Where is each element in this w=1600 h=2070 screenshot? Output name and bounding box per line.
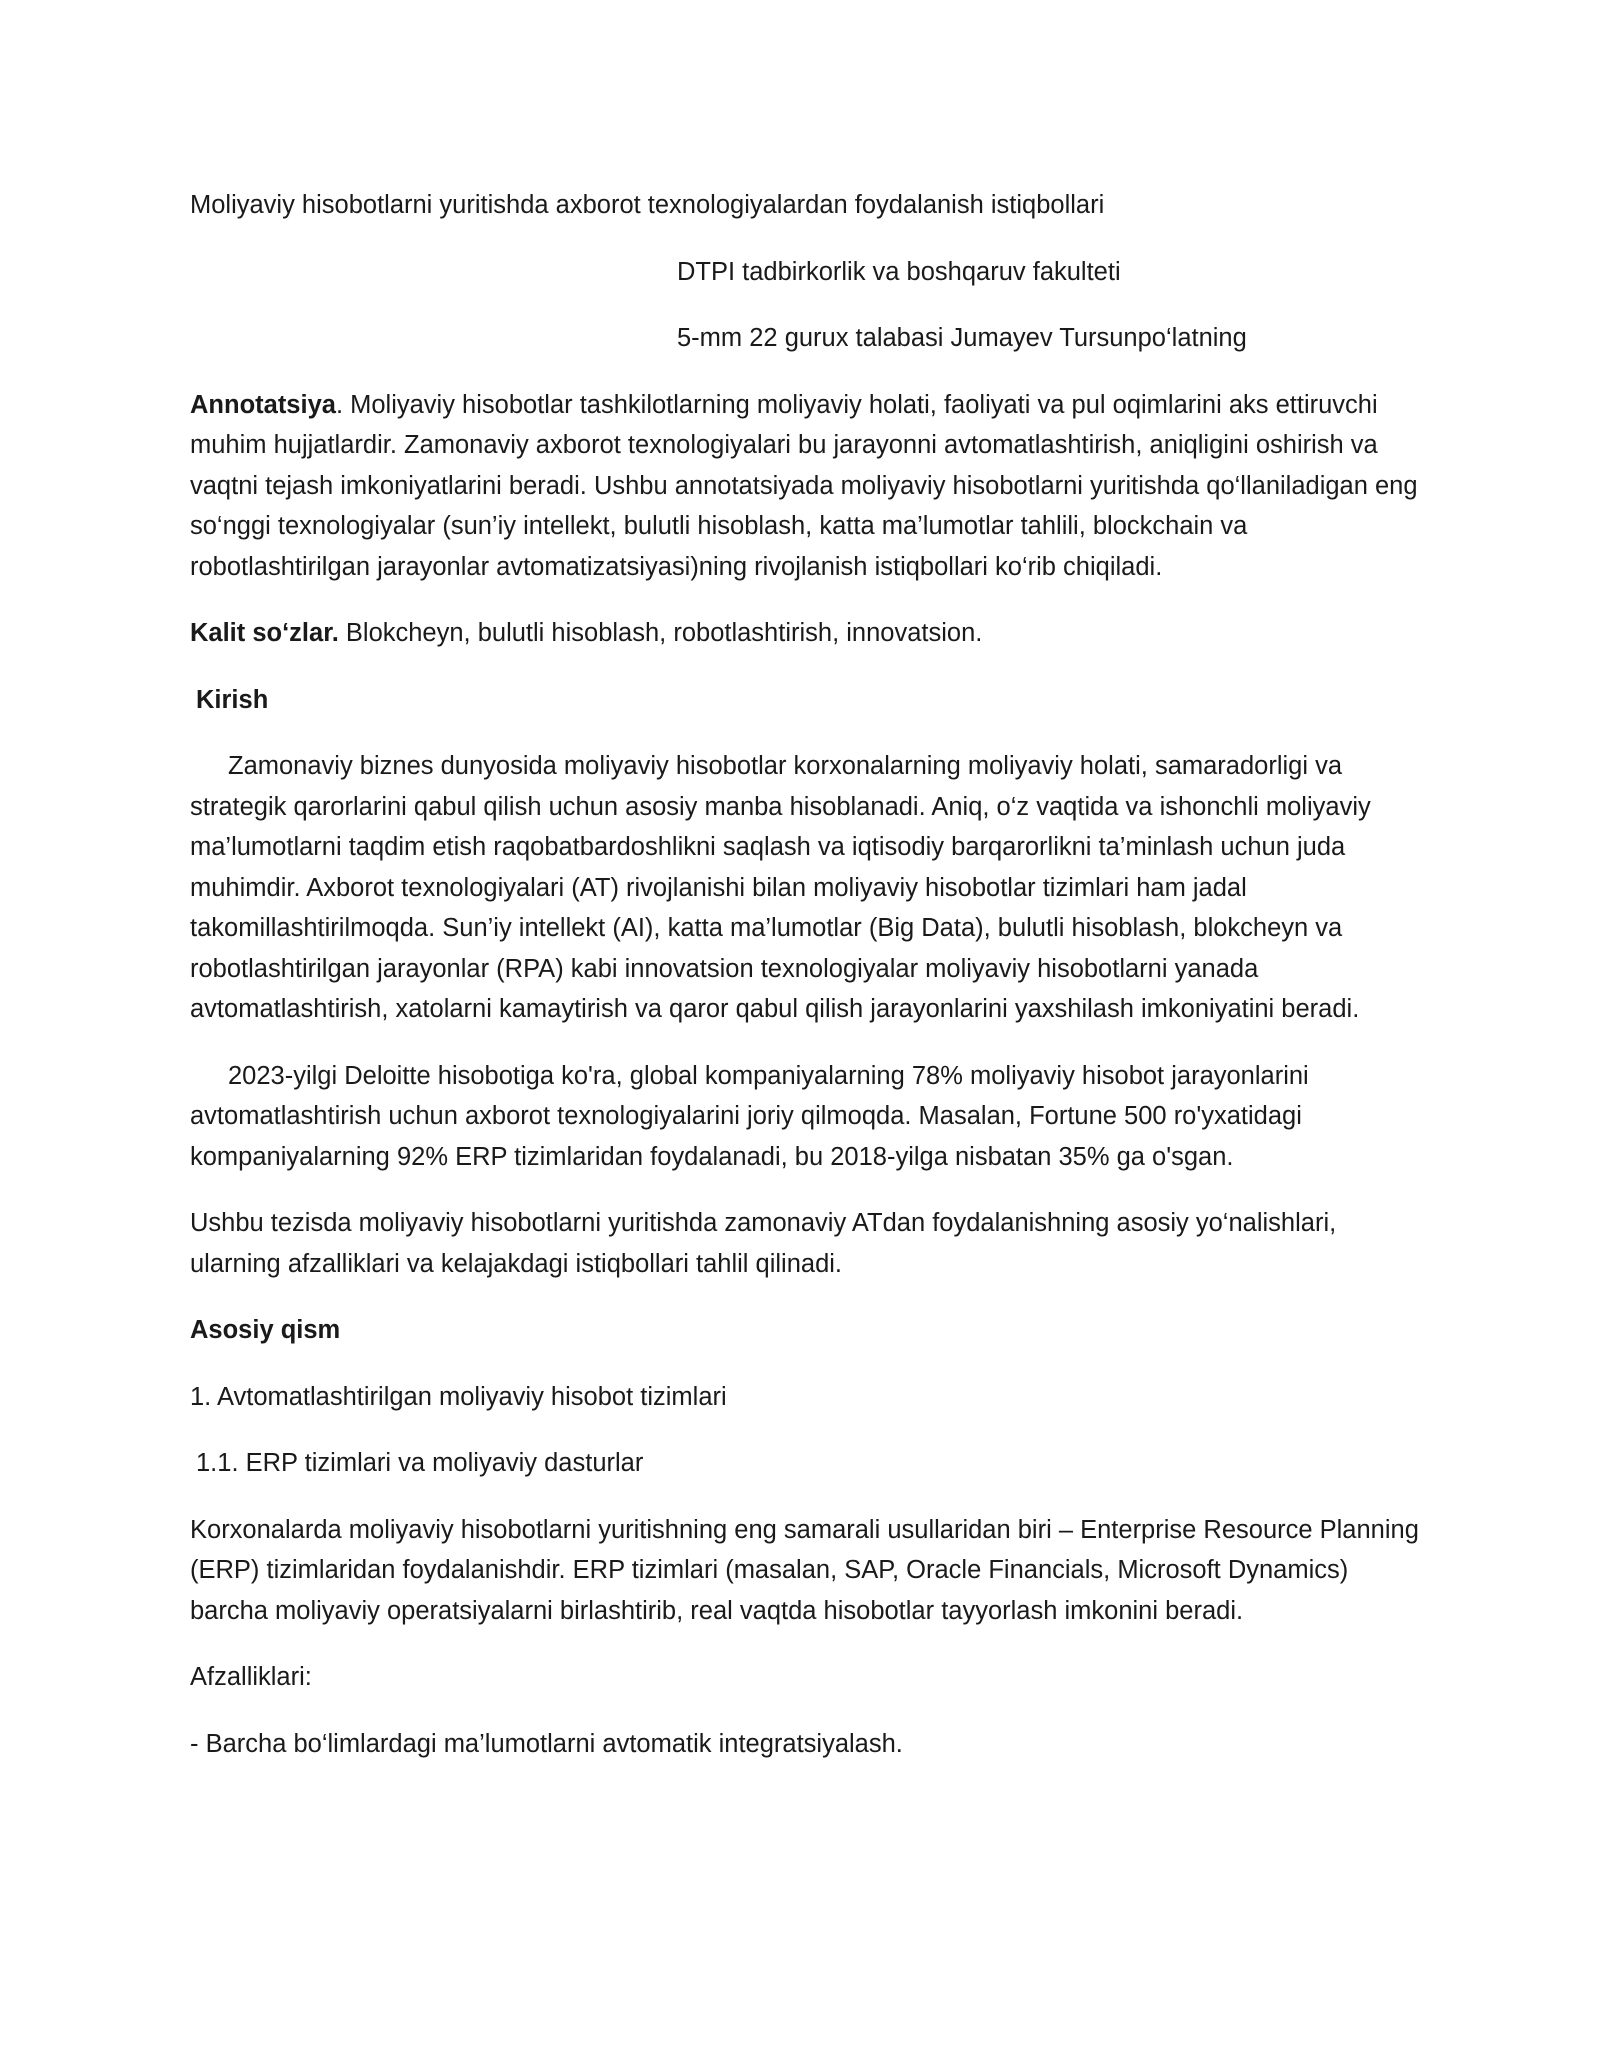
main-heading: Asosiy qism bbox=[190, 1316, 341, 1344]
intro-paragraph-1: Zamonaviy biznes dunyosida moliyaviy hisobotlar korxonalarning moliyaviy holati, samaradorligi va strategik qarorlarini qabul qilish uchun asosiy manba hisoblanadi. Aniq, o‘z vaqtida va ishonchli moliyaviy ma’lumotlarni taqdim etish raqobatbardoshlikni saqlash va iqtisodiy barqarorlikni ta’minlash uchun juda muhimdir. Axborot texnologiyalari (AT) rivojlanishi bilan moliyaviy hisobotlar tizimlari ham jadal takomillashtirilmoqda. Sun’iy intellekt (AI), katta ma’lumotlar (Big Data), bulutli hisoblash, blokcheyn va robotlashtirilgan jarayonlar (RPA) kabi innovatsion texnologiyalar moliyaviy hisobotlarni yanada avtomatlashtirish, xatolarni kamaytirish va qaror qabul qilish jarayonlarini yaxshilash imkoniyatini beradi. bbox=[190, 752, 1371, 1023]
keywords-label: Kalit so‘zlar. bbox=[190, 619, 339, 647]
advantage-item-1: - Barcha bo‘limlardagi ma’lumotlarni avtomatik integratsiyalash. bbox=[190, 1729, 903, 1758]
annotation-paragraph bbox=[190, 385, 1430, 588]
annotation-text: . Moliyaviy hisobotlar tashkilotlarning moliyaviy holati, faoliyati va pul oqimlarini aks ettiruvchi muhim hujjatlardir. Zamonaviy axborot texnologiyalari bu jarayonni avtomatlashtirish, aniqligini oshirish va vaqtni tejash imkoniyatlarini beradi. Ushbu annotatsiyada moliyaviy hisobotlarni yuritishda qo‘llaniladigan eng so‘nggi texnologiyalar (sun’iy intellekt, bulutli hisoblash, katta ma’lumotlar tahlili, blockchain va robotlashtirilgan jarayonlar avtomatizatsiyasi)ning rivojlanish istiqbollari ko‘rib chiqiladi. bbox=[190, 390, 1418, 581]
keywords-paragraph bbox=[190, 613, 1430, 654]
keywords-text: Blokcheyn, bulutli hisoblash, robotlashtirish, innovatsion. bbox=[338, 619, 983, 647]
document-title: Moliyaviy hisobotlarni yuritishda axborot texnologiyalardan foydalanish istiqbollari bbox=[190, 191, 1105, 219]
document-body bbox=[190, 185, 1430, 1790]
intro-paragraph-3: Ushbu tezisda moliyaviy hisobotlarni yuritishda zamonaviy ATdan foydalanishning asosiy yo‘nalishlari, ularning afzalliklari va kelajakdagi istiqbollari tahlil qilinadi. bbox=[190, 1209, 1337, 1278]
annotation-label: Annotatsiya bbox=[190, 390, 336, 419]
intro-heading: Kirish bbox=[196, 685, 269, 714]
section-1-heading: 1. Avtomatlashtirilgan moliyaviy hisobot tizimlari bbox=[190, 1382, 727, 1411]
erp-paragraph: Korxonalarda moliyaviy hisobotlarni yuritishning eng samarali usullaridan biri – Enterprise Resource Planning (ERP) tizimlaridan foydalanishdir. ERP tizimlari (masalan, SAP, Oracle Financials, Microsoft Dynamics) barcha moliyaviy operatsiyalarni birlashtirib, real vaqtda hisobotlar tayyorlash imkonini beradi. bbox=[190, 1515, 1419, 1625]
advantages-label: Afzalliklari: bbox=[190, 1663, 312, 1691]
author-line: 5-mm 22 gurux talabasi Jumayev Tursunpo‘latning bbox=[677, 324, 1247, 352]
intro-paragraph-2: 2023-yilgi Deloitte hisobotiga ko'ra, global kompaniyalarning 78% moliyaviy hisobot jarayonlarini avtomatlashtirish uchun axborot texnologiyalarini joriy qilmoqda. Masalan, Fortune 500 ro'yxatidagi kompaniyalarning 92% ERP tizimlaridan foydalanadi, bu 2018-yilga nisbatan 35% ga o'sgan. bbox=[190, 1061, 1309, 1171]
section-1-1-heading: 1.1. ERP tizimlari va moliyaviy dasturlar bbox=[196, 1449, 644, 1477]
faculty-line: DTPI tadbirkorlik va boshqaruv fakulteti bbox=[677, 257, 1121, 286]
